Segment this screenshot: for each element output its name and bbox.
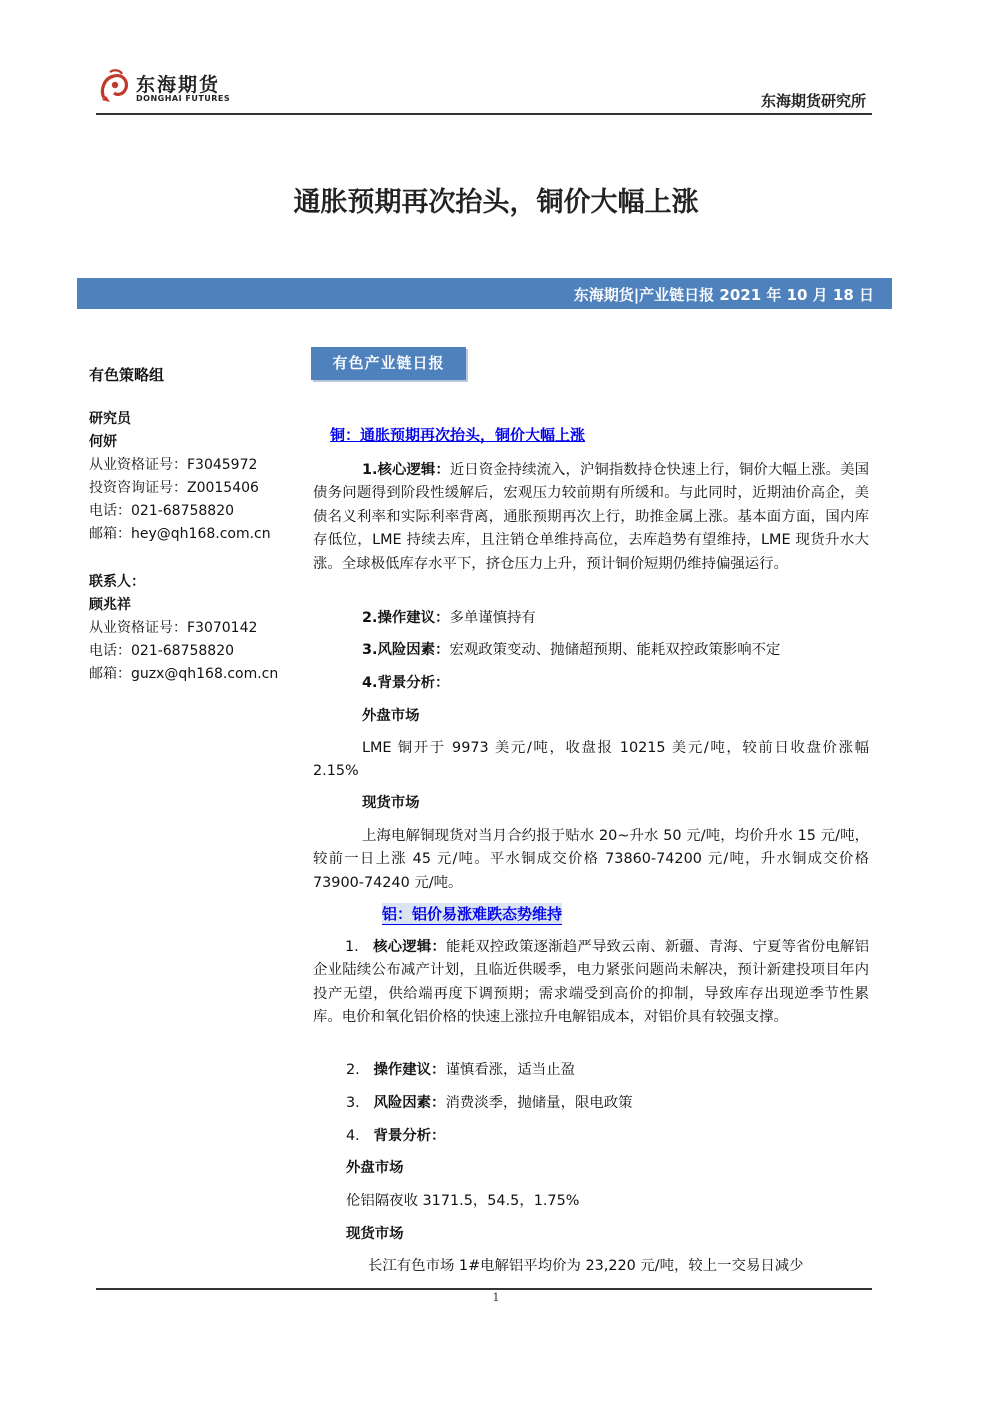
aluminum-advice xyxy=(346,1060,575,1080)
aluminum-risk-label: 风险因素： xyxy=(373,1095,446,1111)
aluminum-spot-label-text: 现货市场 xyxy=(346,1226,404,1242)
copper-advice-text: 多单谨慎持有 xyxy=(449,610,536,626)
aluminum-risk xyxy=(346,1093,633,1113)
aluminum-spot-label xyxy=(346,1224,404,1244)
copper-foreign-text: LME 铜开于 9973 美元/吨，收盘报 10215 美元/吨，较前日收盘价涨幅 2.15% xyxy=(313,740,869,780)
copper-spot-text: 上海电解铜现货对当月合约报于贴水 20~升水 50 元/吨，均价升水 15 元/吨，较前一日上涨 45 元/吨。平水铜成交价格 73860-74200 元/吨，升水铜成交价格 73900-74240 元/吨。 xyxy=(313,828,869,891)
copper-background xyxy=(362,673,449,693)
copper-risk-label: 3.风险因素： xyxy=(362,642,450,658)
analyst-phone: 电话：021-68758820 xyxy=(89,503,235,519)
banner-text: 东海期货|产业链日报 2021 年 10 月 18 日 xyxy=(573,286,874,304)
aluminum-risk-num: 3. xyxy=(346,1095,360,1111)
copper-spot-label xyxy=(362,793,420,813)
analyst-name: 何妍 xyxy=(89,434,117,450)
strategy-group xyxy=(89,364,299,387)
copper-spot-label-text: 现货市场 xyxy=(362,795,420,811)
copper-logic-text: 近日资金持续流入，沪铜指数持仓快速上行，铜价大幅上涨。美国债务问题得到阶段性缓解后，宏观压力较前期有所缓和。与此同时，近期油价高企，美债名义利率和实际利率背离，通胀预期再次上行，助推金属上涨。基本面方面，国内库存低位，LME 持续去库，且注销仓单维持高位，去库趋势有望维持，LME 现货升水大涨。全球极低库存水平下，挤仓压力上升，预计铜价短期仍维持偏强运行。 xyxy=(313,462,869,572)
logo-chinese-name: 东海期货 xyxy=(136,74,221,96)
contact-phone: 电话：021-68758820 xyxy=(89,643,235,659)
aluminum-risk-text: 消费淡季，抛储量，限电政策 xyxy=(445,1095,633,1111)
analyst-consult: 投资咨询证号：Z0015406 xyxy=(89,480,259,496)
contact-block xyxy=(89,571,299,686)
copper-heading[interactable]: 铜：通胀预期再次抬头，铜价大幅上涨 xyxy=(330,426,586,444)
aluminum-background xyxy=(346,1126,445,1146)
contact-role: 联系人： xyxy=(89,574,145,590)
contact-cert: 从业资格证号：F3070142 xyxy=(89,620,258,636)
aluminum-logic-text: 能耗双控政策逐渐趋严导致云南、新疆、青海、宁夏等省份电解铝企业陆续公布减产计划，且临近供暖季，电力紧张问题尚未解决，预计新建投项目年内投产无望，供给端再度下调预期；需求端受到高价的抑制，导致库存出现逆季节性累库。电价和氧化铝价格的快速上涨拉升电解铝成本，对铝价具有较强支撑。 xyxy=(313,939,869,1026)
analyst-cert: 从业资格证号：F3045972 xyxy=(89,457,258,473)
logo-english-name: DONGHAI FUTURES xyxy=(136,94,231,103)
footer-divider xyxy=(96,1288,872,1290)
dragon-logo-icon xyxy=(98,68,132,104)
aluminum-logic-label: 核心逻辑： xyxy=(373,939,447,955)
company-logo xyxy=(98,64,238,108)
aluminum-advice-label: 操作建议： xyxy=(373,1062,446,1078)
copper-risk-text: 宏观政策变动、抛储超预期、能耗双控政策影响不定 xyxy=(449,642,781,658)
report-title: 通胀预期再次抬头，铜价大幅上涨 xyxy=(293,187,699,218)
aluminum-spot-text: 长江有色市场 1#电解铝平均价为 23,220 元/吨，较上一交易日减少 xyxy=(368,1258,804,1274)
aluminum-logic-num: 1. xyxy=(345,939,359,955)
copper-risk xyxy=(362,640,780,660)
aluminum-bg-label: 背景分析： xyxy=(373,1128,446,1144)
copper-logic xyxy=(313,459,869,576)
group-name: 有色策略组 xyxy=(89,366,165,384)
aluminum-logic xyxy=(313,936,869,1030)
aluminum-heading[interactable]: 铝：铝价易涨难跌态势维持 xyxy=(382,905,563,923)
aluminum-foreign-text: 伦铝隔夜收 3171.5，54.5，1.75% xyxy=(346,1193,580,1209)
copper-logic-label: 1.核心逻辑： xyxy=(362,462,450,478)
copper-advice-label: 2.操作建议： xyxy=(362,610,450,626)
contact-email[interactable]: 邮箱：guzx@qh168.com.cn xyxy=(89,666,279,682)
header-divider xyxy=(96,113,872,115)
analyst-block xyxy=(89,408,299,546)
aluminum-foreign-label-text: 外盘市场 xyxy=(346,1160,404,1176)
copper-advice xyxy=(362,608,536,628)
copper-bg-label: 4.背景分析： xyxy=(362,675,450,691)
date-banner xyxy=(77,278,892,309)
analyst-email[interactable]: 邮箱：hey@qh168.com.cn xyxy=(89,526,271,542)
aluminum-foreign-label xyxy=(346,1158,404,1178)
copper-foreign-label-text: 外盘市场 xyxy=(362,708,420,724)
contact-name: 顾兆祥 xyxy=(89,597,131,613)
organization-name: 东海期货研究所 xyxy=(760,92,866,110)
analyst-role: 研究员 xyxy=(89,411,131,427)
aluminum-advice-text: 谨慎看涨，适当止盈 xyxy=(445,1062,575,1078)
aluminum-advice-num: 2. xyxy=(346,1062,360,1078)
page-number: 1 xyxy=(492,1291,500,1304)
section-badge: 有色产业链日报 xyxy=(311,347,466,380)
aluminum-bg-num: 4. xyxy=(346,1128,360,1144)
copper-foreign-label xyxy=(362,706,420,726)
